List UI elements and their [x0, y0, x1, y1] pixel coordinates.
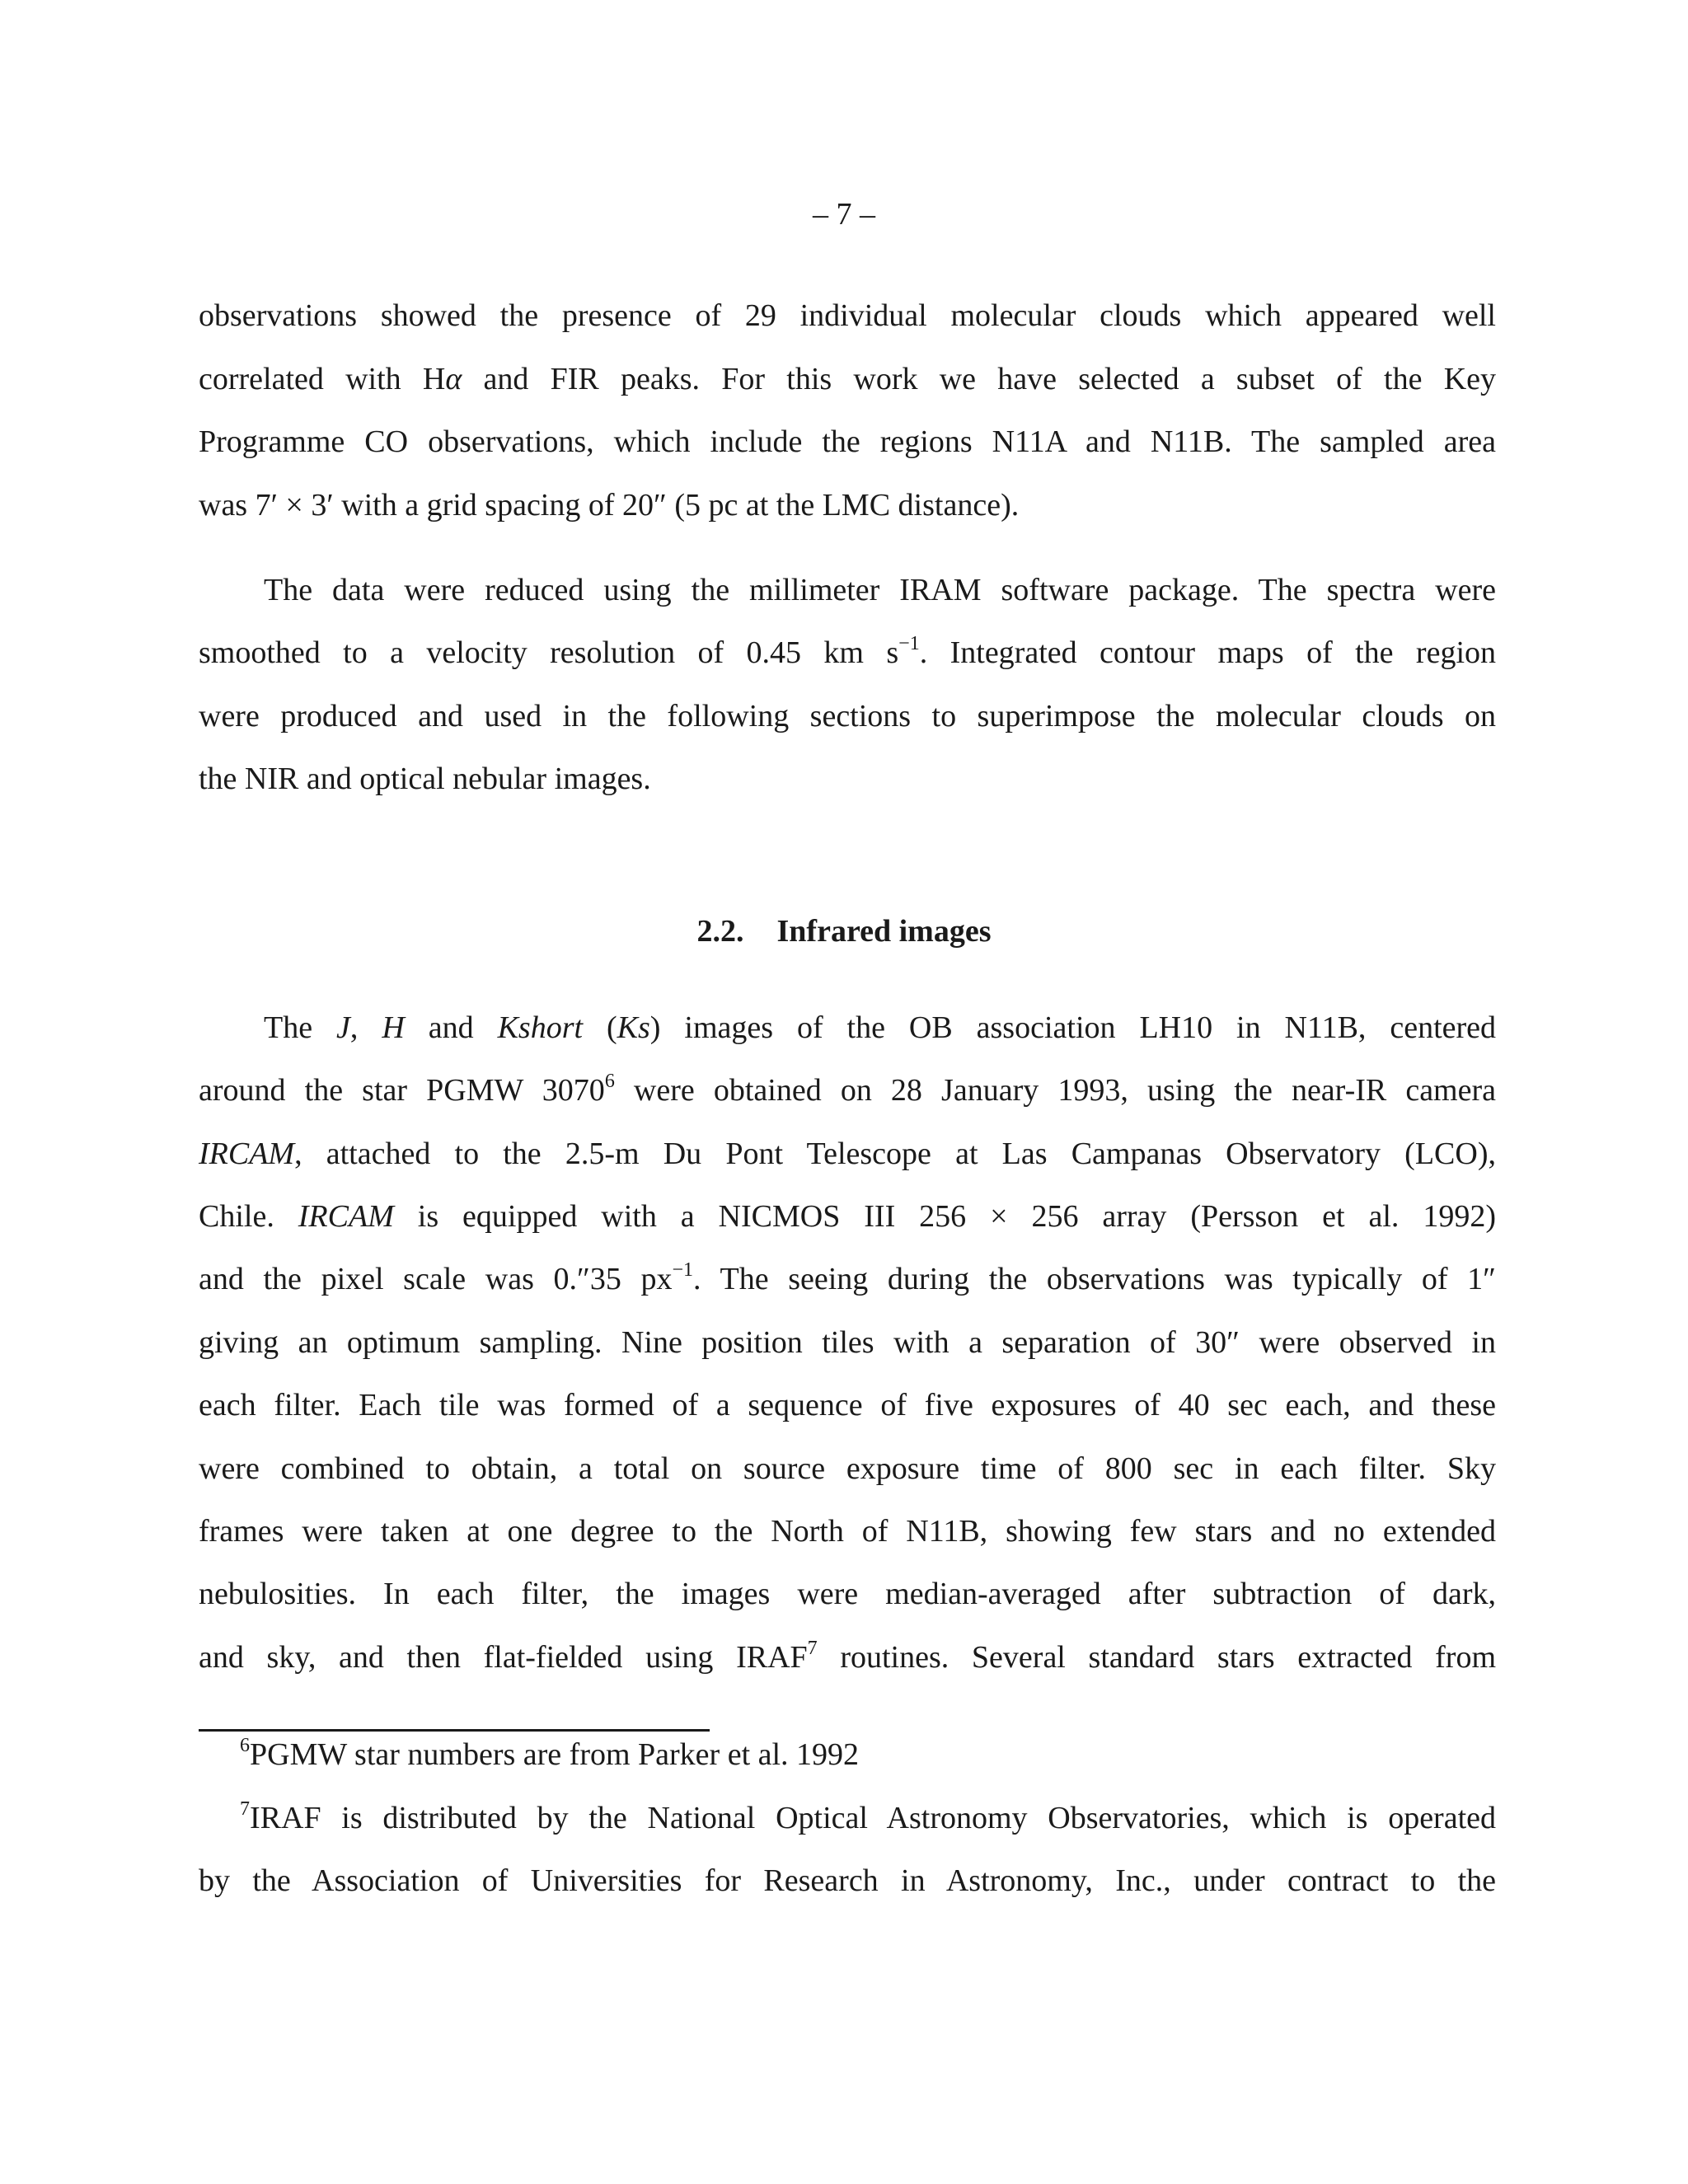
section-number: 2.2.	[696, 914, 744, 949]
text-line: the NIR and optical nebular images.	[199, 762, 651, 796]
footnote-7: $^7$IRAF is distributed by the National Optical Astronomy Observatories, which is operated	[240, 1798, 1496, 1835]
text-line: The data were reduced using the millimeter IRAM software package. The spectra were	[264, 573, 1496, 607]
text-line: Programme CO observations, which include the regions N11A and N11B. The sampled area	[199, 424, 1496, 459]
text-line: IRCAM, attached to the 2.5-m Du Pont Telescope at Las Campanas Observatory (LCO),	[199, 1137, 1496, 1171]
text-line: observations showed the presence of 29 individual molecular clouds which appeared well	[199, 298, 1496, 333]
footnote-mark: 6	[240, 1735, 250, 1756]
text-line: Chile. IRCAM is equipped with a NICMOS III 256 × 256 array (Persson et al. 1992)	[199, 1199, 1497, 1234]
section-title: Infrared images	[776, 914, 992, 949]
text-line: correlated with Hα and FIR peaks. For this work we have selected a subset of the Key	[199, 362, 1496, 396]
footnote-mark: 7	[240, 1798, 250, 1820]
text-line: smoothed to a velocity resolution of 0.45 km $s^{-1}$. Integrated contour maps of the region	[199, 633, 1496, 670]
text-line: were combined to obtain, a total on source exposure time of 800 sec in each filter. Sky	[199, 1451, 1496, 1486]
text-line: nebulosities. In each filter, the images were median-averaged after subtraction of dark,	[199, 1577, 1496, 1611]
text-line: each filter. Each tile was formed of a sequence of five exposures of 40 sec each, and these	[199, 1388, 1496, 1422]
footnote-rule	[199, 1729, 710, 1732]
footnote-6: $^6$PGMW star numbers are from Parker et al. 1992	[240, 1735, 860, 1772]
text-line: around the star PGMW 3070$^6$ were obtained on 28 January 1993, using the near-IR camera	[199, 1071, 1497, 1108]
text-line: frames were taken at one degree to the North of N11B, showing few stars and no extended	[199, 1514, 1496, 1549]
text-line: giving an optimum sampling. Nine position tiles with a separation of 30″ were observed in	[199, 1325, 1496, 1360]
text-line: was 7′ × 3′ with a grid spacing of 20″ (5 pc at the LMC distance).	[199, 488, 1020, 523]
text-line: and sky, and then flat-fielded using IRAF$^7$ routines. Several standard stars extracted from	[199, 1638, 1496, 1675]
footnote-7-continued: by the Association of Universities for Research in Astronomy, Inc., under contract to the	[199, 1863, 1496, 1898]
text-line: were produced and used in the following sections to superimpose the molecular clouds on	[199, 699, 1496, 733]
text-line: and the pixel scale was 0.″35 $px^{-1}$. The seeing during the observations was typically of 1″	[199, 1259, 1497, 1296]
text-line: The J, H and Kshort (Ks) images of the OB association LH10 in N11B, centered	[264, 1010, 1497, 1045]
page-number: – 7 –	[813, 197, 875, 232]
section-heading	[0, 913, 1688, 949]
